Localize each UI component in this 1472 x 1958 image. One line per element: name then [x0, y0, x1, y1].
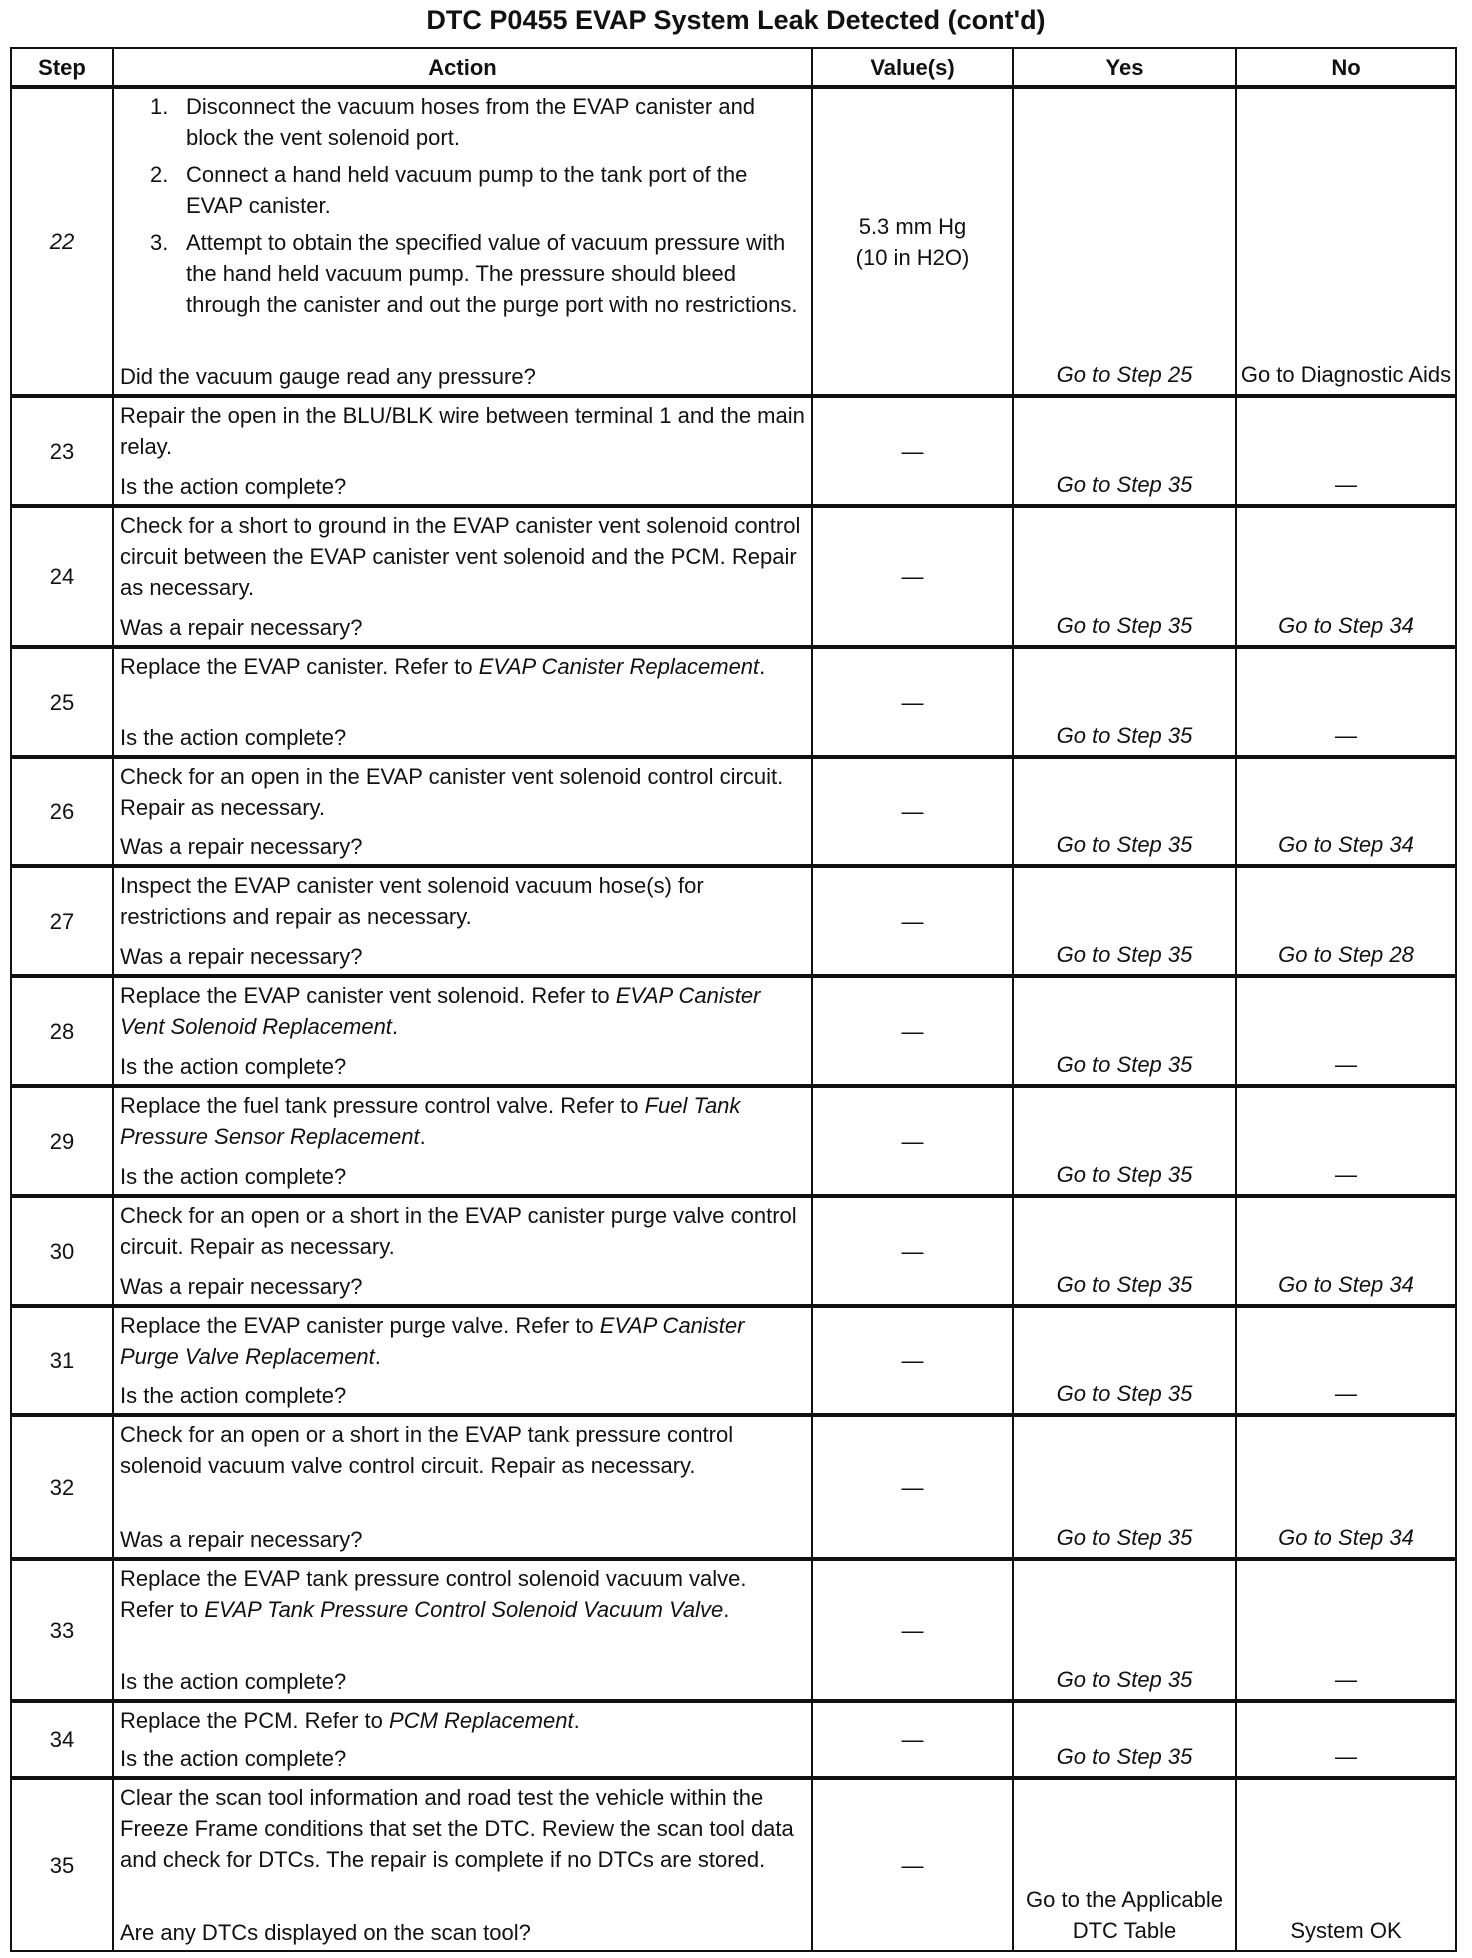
action-cell: [113, 87, 812, 396]
table-row: [11, 757, 1456, 866]
action-segment: Replace the EVAP tank pressure control solenoid vacuum valve. Refer to: [120, 1566, 747, 1622]
no-result: —: [1236, 1086, 1456, 1196]
no-result: System OK: [1236, 1778, 1456, 1951]
action-question: Was a repair necessary?: [120, 1274, 363, 1299]
no-result: Go to Step 34: [1236, 757, 1456, 866]
yes-result: Go to Step 35: [1013, 866, 1236, 976]
table-row: [11, 1701, 1456, 1778]
step-number: 35: [11, 1778, 113, 1951]
action-segment: .: [374, 1344, 381, 1369]
value-cell: —: [812, 396, 1013, 506]
reference-link: PCM Replacement: [389, 1708, 574, 1733]
table-row: [11, 1306, 1456, 1415]
value-cell: —: [812, 1306, 1013, 1415]
action-segment: Inspect the EVAP canister vent solenoid vacuum hose(s) for restrictions and repair as necessary.: [120, 873, 704, 929]
action-question: Is the action complete?: [120, 1054, 347, 1079]
value-cell: —: [812, 1701, 1013, 1778]
yes-result: Go to Step 35: [1013, 506, 1236, 647]
value-cell: —: [812, 1778, 1013, 1951]
table-row: [11, 1196, 1456, 1306]
step-number: 25: [11, 647, 113, 757]
yes-result: Go to Step 35: [1013, 976, 1236, 1086]
no-result: —: [1236, 1701, 1456, 1778]
action-cell: [113, 1086, 812, 1196]
no-result: —: [1236, 396, 1456, 506]
action-content: [120, 91, 805, 392]
action-text: [120, 870, 805, 932]
action-segment: .: [391, 1014, 399, 1039]
no-result: —: [1236, 647, 1456, 757]
value-cell: —: [812, 1559, 1013, 1701]
reference-link: Fuel Tank Pressure Sensor Replacement: [120, 1093, 741, 1149]
no-result: Go to Step 28: [1236, 866, 1456, 976]
table-row: [11, 396, 1456, 506]
action-content: [120, 1419, 805, 1555]
action-content: [120, 1310, 805, 1411]
table-body: [11, 87, 1456, 1951]
action-cell: [113, 1196, 812, 1306]
table-row: [11, 1778, 1456, 1951]
step-number: 27: [11, 866, 113, 976]
yes-result: Go to Step 35: [1013, 1086, 1236, 1196]
action-cell: [113, 1415, 812, 1559]
action-text: [120, 1782, 805, 1875]
action-question: Was a repair necessary?: [120, 615, 363, 640]
yes-result: Go to Step 35: [1013, 396, 1236, 506]
action-segment: Replace the EVAP canister. Refer to: [120, 654, 479, 679]
action-segment: Replace the EVAP canister purge valve. Refer to: [120, 1313, 600, 1338]
action-text: [120, 1563, 805, 1625]
action-question: Is the action complete?: [120, 1669, 347, 1694]
action-text: [120, 980, 805, 1042]
value-cell: —: [812, 647, 1013, 757]
action-content: [120, 1200, 805, 1302]
action-question: Was a repair necessary?: [120, 834, 363, 859]
reference-link: EVAP Canister Replacement: [478, 654, 760, 679]
diagnostic-table: [10, 47, 1457, 1952]
table-row: [11, 866, 1456, 976]
action-question: Is the action complete?: [120, 1383, 347, 1408]
action-content: [120, 1563, 805, 1697]
yes-result: Go to Step 35: [1013, 757, 1236, 866]
value-cell: —: [812, 976, 1013, 1086]
action-content: [120, 510, 805, 643]
list-number: 1.: [150, 94, 169, 119]
step-number: 29: [11, 1086, 113, 1196]
action-question: Is the action complete?: [120, 1164, 347, 1189]
action-segment: .: [759, 654, 766, 679]
action-cell: [113, 647, 812, 757]
action-content: [120, 980, 805, 1082]
action-cell: [113, 757, 812, 866]
action-text: [120, 510, 805, 603]
action-segment: Repair the open in the BLU/BLK wire between terminal 1 and the main relay.: [120, 403, 805, 459]
list-text: Connect a hand held vacuum pump to the tank port of the EVAP canister.: [186, 162, 748, 218]
table-row: [11, 506, 1456, 647]
action-question: Is the action complete?: [120, 1746, 347, 1771]
no-result: Go to Step 34: [1236, 1196, 1456, 1306]
table-row: [11, 1086, 1456, 1196]
value-cell: —: [812, 866, 1013, 976]
step-number: 31: [11, 1306, 113, 1415]
action-text: [120, 1200, 805, 1262]
action-text: [120, 1705, 805, 1736]
action-cell: [113, 1778, 812, 1951]
step-number: 24: [11, 506, 113, 647]
header-yes: Yes: [1013, 48, 1236, 87]
value-cell: 5.3 mm Hg (10 in H2O): [812, 87, 1013, 396]
action-content: [120, 1705, 805, 1774]
action-segment: Clear the scan tool information and road test the vehicle within the Freeze Frame conditions that set the DTC. Review the scan tool data and check for DTCs. The repair is complete if no DTCs are stored.: [120, 1785, 794, 1872]
action-list-item: [120, 227, 805, 320]
action-content: [120, 761, 805, 862]
yes-result: Go to Step 25: [1013, 87, 1236, 396]
action-text: [120, 1310, 805, 1372]
action-segment: .: [723, 1597, 730, 1622]
yes-result: Go to Step 35: [1013, 1306, 1236, 1415]
action-segment: .: [573, 1708, 580, 1733]
value-cell: —: [812, 506, 1013, 647]
action-content: [120, 1782, 805, 1948]
action-cell: [113, 396, 812, 506]
action-text: [120, 761, 805, 823]
action-question: Is the action complete?: [120, 725, 347, 750]
action-segment: Check for an open in the EVAP canister vent solenoid control circuit. Repair as necessary.: [120, 764, 784, 820]
action-segment: Check for an open or a short in the EVAP tank pressure control solenoid vacuum valve control circuit. Repair as necessary.: [120, 1422, 734, 1478]
yes-result: Go to the Applicable DTC Table: [1013, 1778, 1236, 1951]
action-text: [120, 91, 805, 326]
step-number: 22: [11, 87, 113, 396]
yes-result: Go to Step 35: [1013, 647, 1236, 757]
table-row: [11, 1415, 1456, 1559]
list-number: 3.: [150, 230, 169, 255]
list-text: Disconnect the vacuum hoses from the EVAP canister and block the vent solenoid port.: [186, 94, 756, 150]
action-segment: Replace the PCM. Refer to: [120, 1708, 390, 1733]
action-text: [120, 400, 805, 462]
action-cell: [113, 1306, 812, 1415]
action-question: Was a repair necessary?: [120, 944, 363, 969]
action-segment: Replace the EVAP canister vent solenoid. Refer to: [120, 983, 616, 1008]
reference-link: EVAP Canister Purge Valve Replacement: [120, 1313, 745, 1369]
action-cell: [113, 506, 812, 647]
step-number: 33: [11, 1559, 113, 1701]
no-result: —: [1236, 1306, 1456, 1415]
action-text: [120, 1090, 805, 1152]
step-number: 23: [11, 396, 113, 506]
no-result: —: [1236, 1559, 1456, 1701]
yes-result: Go to Step 35: [1013, 1701, 1236, 1778]
action-text: [120, 651, 805, 682]
header-step: Step: [11, 48, 113, 87]
no-result: Go to Diagnostic Aids: [1236, 87, 1456, 396]
action-question: Are any DTCs displayed on the scan tool?: [120, 1920, 531, 1945]
action-segment: Check for an open or a short in the EVAP canister purge valve control circuit. Repair as necessary.: [120, 1203, 797, 1259]
value-cell: —: [812, 1415, 1013, 1559]
action-list-item: [120, 91, 805, 153]
page-title: DTC P0455 EVAP System Leak Detected (cont'd): [426, 5, 1046, 35]
list-number: 2.: [150, 162, 169, 187]
action-question: Did the vacuum gauge read any pressure?: [120, 364, 536, 389]
action-segment: Replace the fuel tank pressure control valve. Refer to: [120, 1093, 645, 1118]
header-values: Value(s): [812, 48, 1013, 87]
value-cell: —: [812, 1086, 1013, 1196]
action-content: [120, 651, 805, 753]
yes-result: Go to Step 35: [1013, 1415, 1236, 1559]
header-no: No: [1236, 48, 1456, 87]
action-segment: .: [419, 1124, 426, 1149]
header-action: Action: [113, 48, 812, 87]
step-number: 32: [11, 1415, 113, 1559]
action-cell: [113, 976, 812, 1086]
value-cell: —: [812, 1196, 1013, 1306]
yes-result: Go to Step 35: [1013, 1196, 1236, 1306]
step-number: 26: [11, 757, 113, 866]
table-row: [11, 87, 1456, 396]
action-cell: [113, 1559, 812, 1701]
value-cell: —: [812, 757, 1013, 866]
action-segment: Check for a short to ground in the EVAP canister vent solenoid control circuit between the EVAP canister vent solenoid and the PCM. Repair as necessary.: [120, 513, 801, 600]
table-row: [11, 1559, 1456, 1701]
action-content: [120, 870, 805, 972]
action-cell: [113, 1701, 812, 1778]
action-question: Is the action complete?: [120, 474, 347, 499]
action-text: [120, 1419, 805, 1481]
table-row: [11, 976, 1456, 1086]
action-cell: [113, 866, 812, 976]
step-number: 28: [11, 976, 113, 1086]
reference-link: EVAP Tank Pressure Control Solenoid Vacuum Valve: [204, 1597, 724, 1622]
action-list-item: [120, 159, 805, 221]
no-result: Go to Step 34: [1236, 506, 1456, 647]
table-row: [11, 647, 1456, 757]
yes-result: Go to Step 35: [1013, 1559, 1236, 1701]
no-result: —: [1236, 976, 1456, 1086]
action-content: [120, 1090, 805, 1192]
step-number: 30: [11, 1196, 113, 1306]
header-row: [11, 48, 1456, 87]
reference-link: EVAP Canister Vent Solenoid Replacement: [120, 983, 761, 1039]
action-content: [120, 400, 805, 502]
no-result: Go to Step 34: [1236, 1415, 1456, 1559]
list-text: Attempt to obtain the specified value of vacuum pressure with the hand held vacuum pump. The pressure should bleed through the canister and out the purge port with no restrictions.: [186, 230, 798, 317]
step-number: 34: [11, 1701, 113, 1778]
action-question: Was a repair necessary?: [120, 1527, 363, 1552]
